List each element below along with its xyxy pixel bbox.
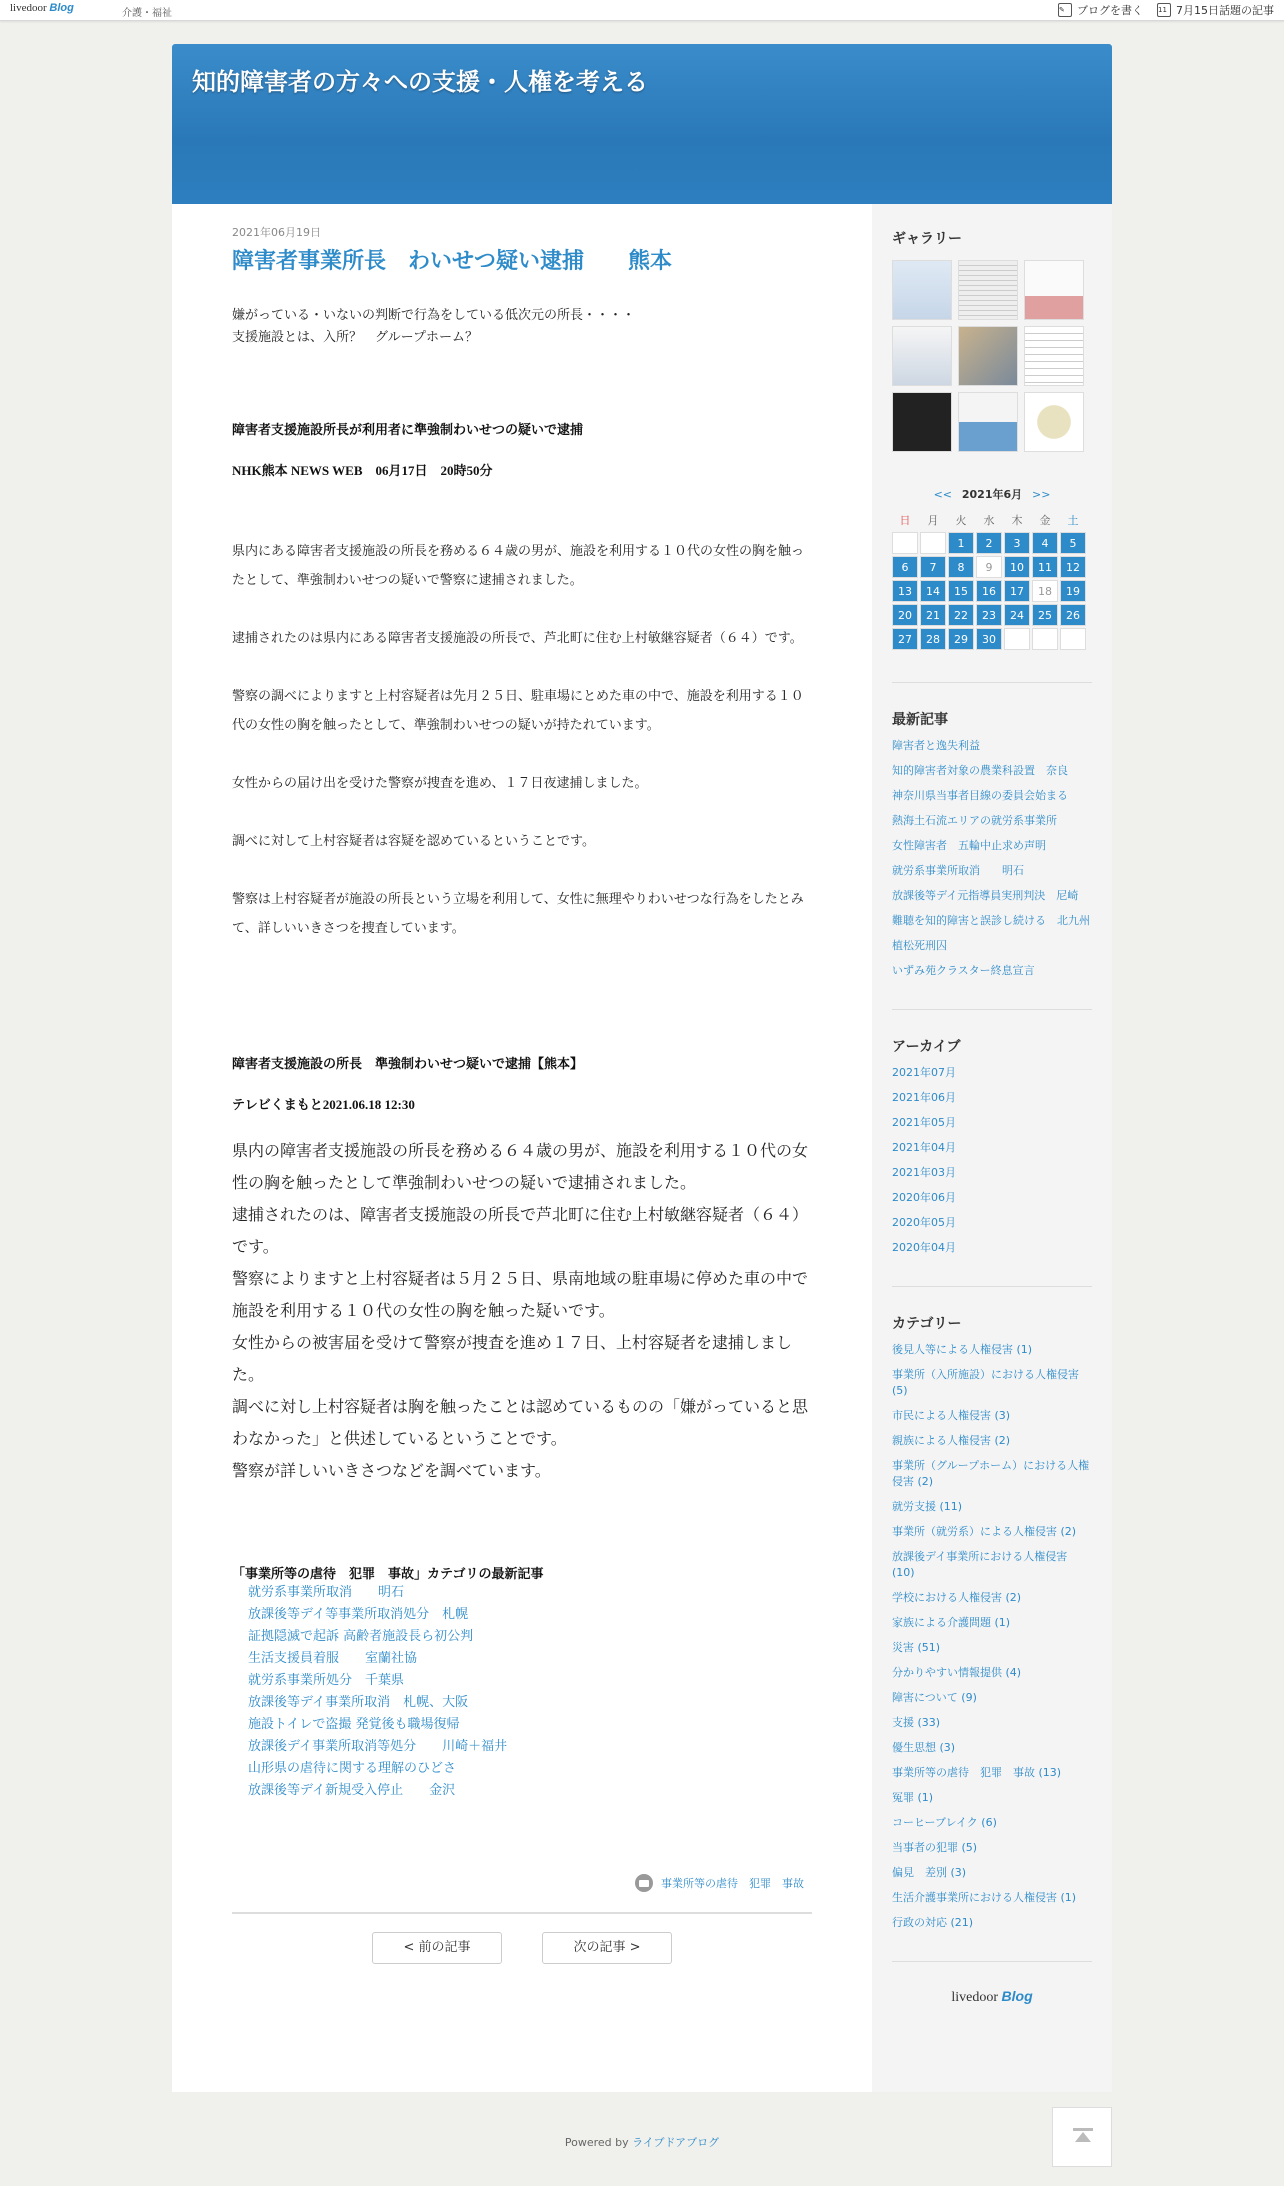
- calendar-day-link[interactable]: 13: [892, 580, 918, 602]
- recent-posts-list: [892, 738, 1092, 979]
- gallery-thumbnail[interactable]: [1024, 392, 1084, 452]
- recent-post-link[interactable]: 植松死刑囚: [892, 939, 947, 952]
- section1-paragraph: 調べに対して上村容疑者は容疑を認めているということです。: [232, 834, 595, 849]
- logo-text: livedoor: [10, 2, 47, 14]
- trending-label: 7月15日話題の記事: [1176, 4, 1274, 17]
- calendar-day: 18: [1032, 580, 1058, 602]
- calendar-day: 9: [976, 556, 1002, 578]
- calendar-day-link[interactable]: 20: [892, 604, 918, 626]
- article-title[interactable]: 障害者事業所長 わいせつ疑い逮捕 熊本: [232, 249, 673, 274]
- article-category-link[interactable]: [635, 1874, 804, 1892]
- section2-heading: 障害者支援施設の所長 準強制わいせつ疑いで逮捕【熊本】: [232, 1056, 584, 1071]
- recent-post-link[interactable]: 神奈川県当事者目線の委員会始まる: [892, 789, 1068, 802]
- related-article-link[interactable]: 放課後デイ事業所取消等処分 川崎＋福井: [248, 1739, 508, 1754]
- category-item-link[interactable]: 学校における人権侵害 (2): [892, 1591, 1022, 1604]
- section1-paragraph: 警察の調べによりますと上村容疑者は先月２５日、駐車場にとめた車の中で、施設を利用する１０代の女性の胸を触ったとして、準強制わいせつの疑いが持たれています。: [232, 689, 804, 733]
- blog-title[interactable]: 知的障害者の方々への支援・人権を考える: [192, 68, 648, 96]
- recent-post-link[interactable]: いずみ苑クラスター終息宣言: [892, 964, 1035, 977]
- related-article-link[interactable]: 山形県の虐待に関する理解のひどさ: [248, 1761, 457, 1776]
- calendar-day-link[interactable]: 28: [920, 628, 946, 650]
- section2-paragraph: 警察によりますと上村容疑者は５月２５日、県南地域の駐車場に停めた車の中で施設を利用する１０代の女性の胸を触った疑いです。: [232, 1269, 809, 1320]
- calendar-day-link[interactable]: 3: [1004, 532, 1030, 554]
- calendar-day-link[interactable]: 23: [976, 604, 1002, 626]
- category-item-link[interactable]: 親族による人権侵害 (2): [892, 1434, 1011, 1447]
- calendar-body: [892, 532, 1086, 650]
- section2-paragraph: 調べに対し上村容疑者は胸を触ったことは認めているものの「嫌がっていると思わなかった」と供述しているということです。: [232, 1397, 809, 1448]
- prev-article-button[interactable]: < 前の記事: [372, 1932, 502, 1964]
- section2-source: テレビくまもと2021.06.18 12:30: [232, 1097, 415, 1112]
- category-section: [892, 1286, 1092, 1931]
- calendar-day-link[interactable]: 6: [892, 556, 918, 578]
- recent-post-link[interactable]: 難聴を知的障害と誤診し続ける 北九州: [892, 914, 1090, 927]
- related-articles-list: [232, 1582, 812, 1802]
- recent-post-link[interactable]: 就労系事業所取消 明石: [892, 864, 1024, 877]
- blog-frame: [172, 44, 1112, 2092]
- category-item-link[interactable]: 偏見 差別 (3): [892, 1866, 967, 1879]
- calendar-day-link[interactable]: 30: [976, 628, 1002, 650]
- gallery-thumbnail[interactable]: [958, 392, 1018, 452]
- related-article-link[interactable]: 施設トイレで盗撮 発覚後も職場復帰: [248, 1717, 460, 1732]
- calendar-day-link[interactable]: 27: [892, 628, 918, 650]
- calendar-day-link[interactable]: 2: [976, 532, 1002, 554]
- calendar-day-link[interactable]: 11: [1032, 556, 1058, 578]
- category-item-link[interactable]: 支援 (33): [892, 1716, 941, 1729]
- gallery-thumbnail[interactable]: [958, 260, 1018, 320]
- calendar-week: [892, 628, 1086, 650]
- related-article-link[interactable]: 就労系事業所処分 千葉県: [248, 1673, 405, 1688]
- category-item-link[interactable]: 就労支援 (11): [892, 1500, 963, 1513]
- article: [232, 224, 812, 1802]
- category-list: [892, 1342, 1092, 1931]
- article-divider: [232, 1912, 812, 1914]
- recent-post-link[interactable]: 障害者と逸失利益: [892, 739, 980, 752]
- category-item-link[interactable]: 生活介護事業所における人権侵害 (1): [892, 1891, 1077, 1904]
- calendar-empty-cell: [1032, 628, 1058, 650]
- category-item-link[interactable]: 災害 (51): [892, 1641, 941, 1654]
- calendar-weekday: 土: [1067, 514, 1079, 527]
- calendar-day-link[interactable]: 26: [1060, 604, 1086, 626]
- calendar-empty-cell: [892, 532, 918, 554]
- calendar-day-link[interactable]: 4: [1032, 532, 1058, 554]
- write-blog-link[interactable]: [1058, 2, 1143, 18]
- calendar-day-link[interactable]: 10: [1004, 556, 1030, 578]
- archive-link[interactable]: 2021年07月: [892, 1066, 956, 1079]
- write-blog-label: ブログを書く: [1077, 4, 1143, 17]
- section1-paragraph: 逮捕されたのは県内にある障害者支援施設の所長で、芦北町に住む上村敏継容疑者（６４）です。: [232, 631, 803, 646]
- calendar-weekday: 日: [899, 514, 911, 527]
- calendar-empty-cell: [1060, 628, 1086, 650]
- gallery-thumbnail[interactable]: [892, 326, 952, 386]
- calendar-next-link[interactable]: >>: [1031, 488, 1051, 501]
- calendar-weekday: 火: [955, 514, 967, 527]
- section1-paragraph: 女性からの届け出を受けた警察が捜査を進め、１７日夜逮捕しました。: [232, 776, 648, 791]
- related-articles-title: 「事業所等の虐待 犯罪 事故」カテゴリの最新記事: [232, 1567, 544, 1582]
- calendar-day-link[interactable]: 16: [976, 580, 1002, 602]
- blog-header: [172, 44, 1112, 204]
- archive-link[interactable]: 2021年05月: [892, 1116, 956, 1129]
- gallery-thumbnail[interactable]: [1024, 326, 1084, 386]
- gallery-thumbnail[interactable]: [1024, 260, 1084, 320]
- article-category-label: 事業所等の虐待 犯罪 事故: [661, 1877, 804, 1890]
- calendar-title: 2021年6月: [961, 488, 1023, 501]
- calendar-weekdays: [892, 510, 1086, 530]
- article-date: 2021年06月19日: [232, 226, 321, 239]
- powered-by-link[interactable]: ライブドアブログ: [632, 2136, 720, 2149]
- recent-posts-heading: 最新記事: [892, 712, 948, 728]
- related-article-link[interactable]: 就労系事業所取消 明石: [248, 1585, 405, 1600]
- top-bar: [0, 0, 1284, 21]
- archive-link[interactable]: 2020年06月: [892, 1191, 956, 1204]
- category-item-link[interactable]: 事業所（入所施設）における人権侵害 (5): [892, 1368, 1079, 1397]
- section2-paragraph: 逮捕されたのは、障害者支援施設の所長で芦北町に住む上村敏継容疑者（６４）です。: [232, 1205, 809, 1256]
- category-item-link[interactable]: 障害について (9): [892, 1691, 977, 1704]
- calendar-day-link[interactable]: 29: [948, 628, 974, 650]
- calendar-week: [892, 604, 1086, 626]
- category-item-link[interactable]: 事業所等の虐待 犯罪 事故 (13): [892, 1766, 1062, 1779]
- calendar: [892, 486, 1092, 652]
- category-item-link[interactable]: 家族による介護問題 (1): [892, 1616, 1011, 1629]
- archive-section: [892, 1009, 1092, 1256]
- calendar-day-link[interactable]: 7: [920, 556, 946, 578]
- calendar-weekday: 金: [1039, 514, 1051, 527]
- calendar-weekday: 水: [983, 514, 995, 527]
- article-intro: [232, 305, 812, 349]
- archive-link[interactable]: 2021年04月: [892, 1141, 956, 1154]
- recent-posts-section: [892, 682, 1092, 979]
- calendar-header: [892, 486, 1092, 502]
- category-item-link[interactable]: 事業所（就労系）による人権侵害 (2): [892, 1525, 1077, 1538]
- category-item-link[interactable]: 優生思想 (3): [892, 1741, 956, 1754]
- section2-paragraph: 女性からの被害届を受けて警察が捜査を進め１７日、上村容疑者を逮捕しました。: [232, 1333, 793, 1384]
- calendar-week: [892, 532, 1086, 554]
- gallery-thumbnail[interactable]: [892, 260, 952, 320]
- sidebar-logo[interactable]: [892, 1961, 1092, 2006]
- gallery-grid: [892, 260, 1092, 452]
- section1-paragraph: 警察は上村容疑者が施設の所長という立場を利用して、女性に無理やりわいせつな行為をしたとみて、詳しいいきさつを捜査しています。: [232, 892, 804, 936]
- related-article-link[interactable]: 生活支援員着服 室蘭社協: [248, 1651, 418, 1666]
- sidebar-logo-blog: Blog: [1001, 1988, 1033, 2004]
- section1-heading: 障害者支援施設所長が利用者に準強制わいせつの疑いで逮捕: [232, 422, 584, 437]
- category-item-link[interactable]: 行政の対応 (21): [892, 1916, 974, 1929]
- category-item-link[interactable]: 冤罪 (1): [892, 1791, 934, 1804]
- calendar-day-link[interactable]: 24: [1004, 604, 1030, 626]
- intro-line: 支援施設とは、入所？ グループホーム？: [232, 330, 478, 345]
- logo-blog-text: Blog: [49, 2, 74, 14]
- recent-post-link[interactable]: 放課後等デイ元指導員実刑判決 尼崎: [892, 889, 1079, 902]
- recent-post-link[interactable]: 知的障害者対象の農業科設置 奈良: [892, 764, 1068, 777]
- calendar-empty-cell: [920, 532, 946, 554]
- category-link[interactable]: 介護・福祉: [122, 8, 172, 19]
- pencil-icon: ✎: [1058, 3, 1072, 17]
- calendar-day-link[interactable]: 25: [1032, 604, 1058, 626]
- calendar-day-link[interactable]: 5: [1060, 532, 1086, 554]
- back-to-top-button[interactable]: [1052, 2107, 1112, 2167]
- calendar-weekday: 木: [1011, 514, 1023, 527]
- section2-body: [232, 1135, 812, 1487]
- related-article-link[interactable]: 放課後等デイ等事業所取消処分 札幌: [248, 1607, 469, 1622]
- calendar-week: [892, 556, 1086, 578]
- calendar-day-link[interactable]: 22: [948, 604, 974, 626]
- calendar-empty-cell: [1004, 628, 1030, 650]
- category-heading: カテゴリー: [892, 1316, 962, 1332]
- category-item-link[interactable]: 放課後デイ事業所における人権侵害 (10): [892, 1550, 1068, 1579]
- calendar-day-link[interactable]: 1: [948, 532, 974, 554]
- calendar-day-link[interactable]: 8: [948, 556, 974, 578]
- livedoor-blog-logo[interactable]: [10, 2, 74, 14]
- related-article-link[interactable]: 放課後等デイ新規受入停止 金沢: [248, 1783, 456, 1798]
- calendar-day-link[interactable]: 19: [1060, 580, 1086, 602]
- section2-paragraph: 県内の障害者支援施設の所長を務める６４歳の男が、施設を利用する１０代の女性の胸を触ったとして準強制わいせつの疑いで逮捕されました。: [232, 1141, 809, 1192]
- sidebar: [872, 204, 1112, 2092]
- calendar-icon: 11: [1157, 3, 1171, 17]
- calendar-table: [890, 508, 1088, 652]
- calendar-week: [892, 580, 1086, 602]
- calendar-day-link[interactable]: 12: [1060, 556, 1086, 578]
- calendar-weekday: 月: [927, 514, 939, 527]
- calendar-day-link[interactable]: 17: [1004, 580, 1030, 602]
- archive-heading: アーカイブ: [892, 1039, 961, 1055]
- category-item-link[interactable]: 後見人等による人権侵害 (1): [892, 1343, 1033, 1356]
- category-item-link[interactable]: 分かりやすい情報提供 (4): [892, 1666, 1022, 1679]
- calendar-day-link[interactable]: 15: [948, 580, 974, 602]
- next-article-button[interactable]: 次の記事 >: [542, 1932, 672, 1964]
- category-item-link[interactable]: コーヒーブレイク (6): [892, 1816, 997, 1829]
- powered-by-text: Powered by: [564, 2136, 633, 2149]
- archive-list: [892, 1065, 1092, 1256]
- archive-link[interactable]: 2020年05月: [892, 1216, 956, 1229]
- calendar-day-link[interactable]: 14: [920, 580, 946, 602]
- related-article-link[interactable]: 証拠隠滅で起訴 高齢者施設長ら初公判: [248, 1629, 474, 1644]
- related-article-link[interactable]: 放課後等デイ事業所取消 札幌、大阪: [248, 1695, 469, 1710]
- folder-icon: [635, 1874, 653, 1892]
- category-item-link[interactable]: 当事者の犯罪 (5): [892, 1841, 978, 1854]
- gallery-heading: ギャラリー: [892, 231, 962, 247]
- recent-post-link[interactable]: 女性障害者 五輪中止求め声明: [892, 839, 1046, 852]
- recent-post-link[interactable]: 熱海土石流エリアの就労系事業所: [892, 814, 1057, 827]
- top-bar-right: [1058, 2, 1274, 18]
- gallery-thumbnail[interactable]: [892, 392, 952, 452]
- calendar-prev-link[interactable]: <<: [933, 488, 953, 501]
- section1-paragraph: 県内にある障害者支援施設の所長を務める６４歳の男が、施設を利用する１０代の女性の胸を触ったとして、準強制わいせつの疑いで警察に逮捕されました。: [232, 544, 805, 588]
- archive-link[interactable]: 2021年03月: [892, 1166, 956, 1179]
- gallery-thumbnail[interactable]: [958, 326, 1018, 386]
- archive-link[interactable]: 2021年06月: [892, 1091, 956, 1104]
- archive-link[interactable]: 2020年04月: [892, 1241, 956, 1254]
- category-item-link[interactable]: 市民による人権侵害 (3): [892, 1409, 1011, 1422]
- section2-paragraph: 警察が詳しいいきさつなどを調べています。: [232, 1461, 551, 1480]
- category-item-link[interactable]: 事業所（グループホーム）における人権侵害 (2): [892, 1459, 1090, 1488]
- sidebar-logo-text: livedoor: [951, 1990, 999, 2005]
- intro-line: 嫌がっている・いないの判断で行為をしている低次元の所長・・・・: [232, 308, 636, 323]
- calendar-day-link[interactable]: 21: [920, 604, 946, 626]
- trending-link[interactable]: [1157, 2, 1274, 18]
- section1-source: NHK熊本 NEWS WEB 06月17日 20時50分: [232, 463, 493, 478]
